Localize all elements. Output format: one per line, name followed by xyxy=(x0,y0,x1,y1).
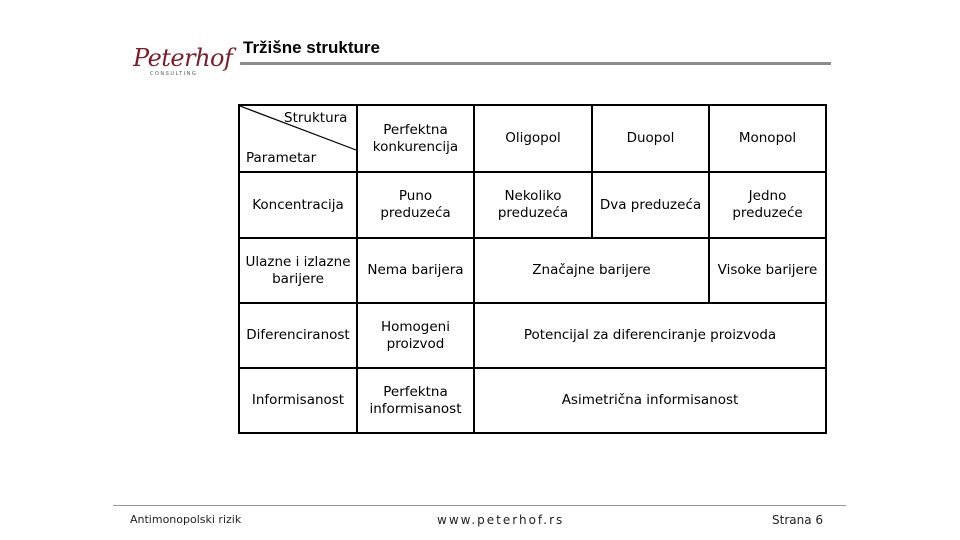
slide-title: Tržišne strukture xyxy=(243,38,380,57)
cell-barriers-oligopoly-duopoly: Značajne barijere xyxy=(532,262,651,278)
footer-rule xyxy=(113,505,846,506)
footer-section-label: Antimonopolski rizik xyxy=(130,513,242,526)
peterhof-logo xyxy=(130,44,233,84)
cell-information-others: Asimetrična informisanost xyxy=(561,392,739,408)
title-rule xyxy=(240,62,831,65)
cell-barriers-perfect: Nema barijera xyxy=(367,262,464,278)
footer-website: www.peterhof.rs xyxy=(437,513,565,527)
footer-page-number: Strana 6 xyxy=(772,513,824,527)
cell-information-perfect: Perfektna informisanost xyxy=(369,383,462,417)
header-perfect-competition: Perfektna konkurencija xyxy=(372,121,459,155)
row-label-information: Informisanost xyxy=(251,392,345,408)
cell-concentration-perfect: Puno preduzeća xyxy=(380,188,451,221)
row-label-concentration: Koncentracija xyxy=(252,196,344,213)
cell-differentiation-others: Potencijal za diferenciranje proizvoda xyxy=(523,327,777,343)
header-duopoly: Duopol xyxy=(626,130,675,146)
corner-label-parameter: Parametar xyxy=(246,150,317,166)
logo-subtitle: CONSULTING xyxy=(150,71,198,77)
cell-barriers-monopoly: Visoke barijere xyxy=(717,262,818,278)
cell-differentiation-perfect: Homogeni proizvod xyxy=(380,318,450,352)
cell-concentration-duopoly: Dva preduzeća xyxy=(599,196,702,213)
header-oligopoly: Oligopol xyxy=(505,130,561,146)
cell-concentration-oligopoly: Nekoliko preduzeća xyxy=(497,188,569,221)
logo-script: Peterhof xyxy=(133,44,233,72)
row-label-barriers: Ulazne i izlazne barijere xyxy=(245,253,351,287)
row-label-differentiation: Diferenciranost xyxy=(246,327,350,343)
corner-label-structure: Struktura xyxy=(284,110,348,126)
market-structure-table xyxy=(238,104,827,434)
cell-concentration-monopoly: Jedno preduzeće xyxy=(732,188,803,221)
header-monopoly: Monopol xyxy=(738,130,797,146)
